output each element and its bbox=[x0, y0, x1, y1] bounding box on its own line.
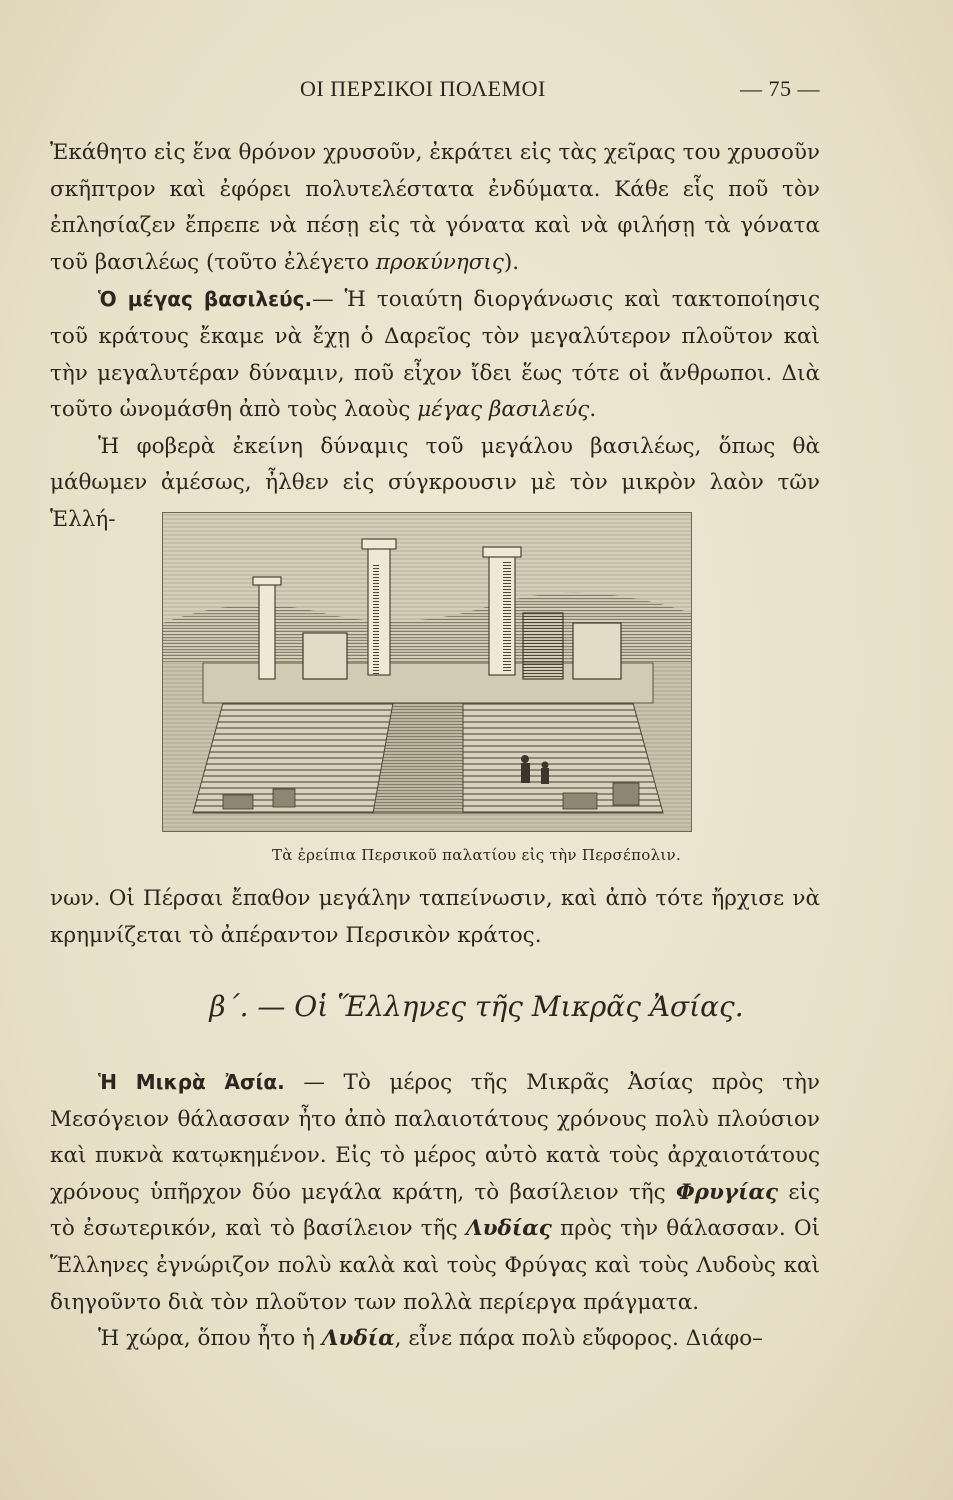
text-block-middle bbox=[50, 881, 820, 954]
engraving-drawing bbox=[163, 513, 691, 831]
term-lydia: Λυδίας bbox=[465, 1216, 552, 1242]
figure-caption: Τὰ ἐρείπια Περσικοῦ παλατίου εἰς τὴν Περσέπολιν. bbox=[271, 846, 682, 864]
persepolis-ruins-illustration bbox=[162, 512, 692, 832]
term-megas-basileus: μέγας βασιλεύς bbox=[417, 397, 590, 423]
text-block-top bbox=[50, 135, 820, 539]
paragraph: Ὁ μέγας βασιλεύς.— Ἡ τοιαύτη διοργάνωσις καὶ τακτοποίησις τοῦ κράτους ἔκαμε νὰ ἔχῃ ὁ Δαρεῖος τὸν μεγαλύτερον πλοῦτον καὶ τὴν μεγαλυτέραν δύναμιν, ποῦ εἶχον ἴδει ἕως τότε οἱ ἄνθρωποι. Διὰ τοῦτο ὠνομάσθη ἀπὸ τοὺς λαοὺς μέγας βασιλεύς. bbox=[50, 287, 820, 423]
running-title: ΟΙ ΠΕΡΣΙΚΟΙ ΠΟΛΕΜΟΙ bbox=[300, 76, 546, 101]
paragraph: Ἐκάθητο εἰς ἕνα θρόνον χρυσοῦν, ἐκράτει εἰς τὰς χεῖρας του χρυσοῦν σκῆπτρον καὶ ἐφόρει πολυτελέστατα ἐνδύματα. Κάθε εἷς ποῦ τὸν ἐπλησίαζεν ἔπρεπε νὰ πέσῃ εἰς τὰ γόνατα καὶ νὰ φιλήσῃ τὰ γόνατα τοῦ βασιλέως (τοῦτο ἐλέγετο προκύνησις). bbox=[50, 140, 820, 275]
section-title: β΄. — Οἱ Ἕλληνες τῆς Μικρᾶς Ἀσίας. bbox=[209, 990, 744, 1023]
page-number: — 75 — bbox=[740, 76, 820, 101]
text-block-bottom bbox=[50, 1064, 820, 1358]
term-phrygia: Φρυγίας bbox=[675, 1179, 779, 1205]
term-lydia-2: Λυδία bbox=[321, 1326, 395, 1352]
paragraph: Ἡ χώρα, ὅπου ἦτο ἡ Λυδία, εἶνε πάρα πολὺ εὔφορος. Διάφο– bbox=[98, 1326, 763, 1352]
paragraph: νων. Οἱ Πέρσαι ἔπαθον μεγάλην ταπείνωσιν, καὶ ἀπὸ τότε ἤρχισε νὰ κρημνίζεται τὸ ἀπέραντον Περσικὸν κράτος. bbox=[50, 886, 820, 948]
paragraph-heading: Ἡ Μικρὰ Ἀσία. bbox=[98, 1070, 285, 1094]
term-prokynesis: προκύνησις bbox=[375, 249, 504, 275]
running-header bbox=[300, 76, 820, 110]
paragraph: Ἡ Μικρὰ Ἀσία. — Τὸ μέρος τῆς Μικρᾶς Ἀσίας πρὸς τὴν Μεσόγειον θάλασσαν ἦτο ἀπὸ παλαιοτάτους χρόνους πολὺ πλούσιον καὶ πυκνὰ κατῳκημένον. Εἰς τὸ μέρος αὐτὸ κατὰ τοὺς ἀρχαιοτάτους χρόνους ὑπῆρχον δύο μεγάλα κράτη, τὸ βασίλειον τῆς Φρυγίας εἰς τὸ ἐσωτερικόν, καὶ τὸ βασίλειον τῆς Λυδίας πρὸς τὴν θάλασσαν. Οἱ Ἕλληνες ἐγνώριζον πολὺ καλὰ καὶ τοὺς Φρύγας καὶ τοὺς Λυδοὺς καὶ διηγοῦντο διὰ τὸν πλοῦτον των πολλὰ περίεργα πράγματα. bbox=[50, 1070, 821, 1315]
paragraph-heading: Ὁ μέγας βασιλεύς. bbox=[98, 287, 313, 312]
paragraph: Ἡ φοβερὰ ἐκείνη δύναμις τοῦ μεγάλου βασιλέως, ὅπως θὰ μάθωμεν ἀμέσως, ἦλθεν εἰς σύγκρουσιν μὲ τὸν μικρὸν λαὸν τῶν Ἑλλή- bbox=[50, 433, 820, 532]
